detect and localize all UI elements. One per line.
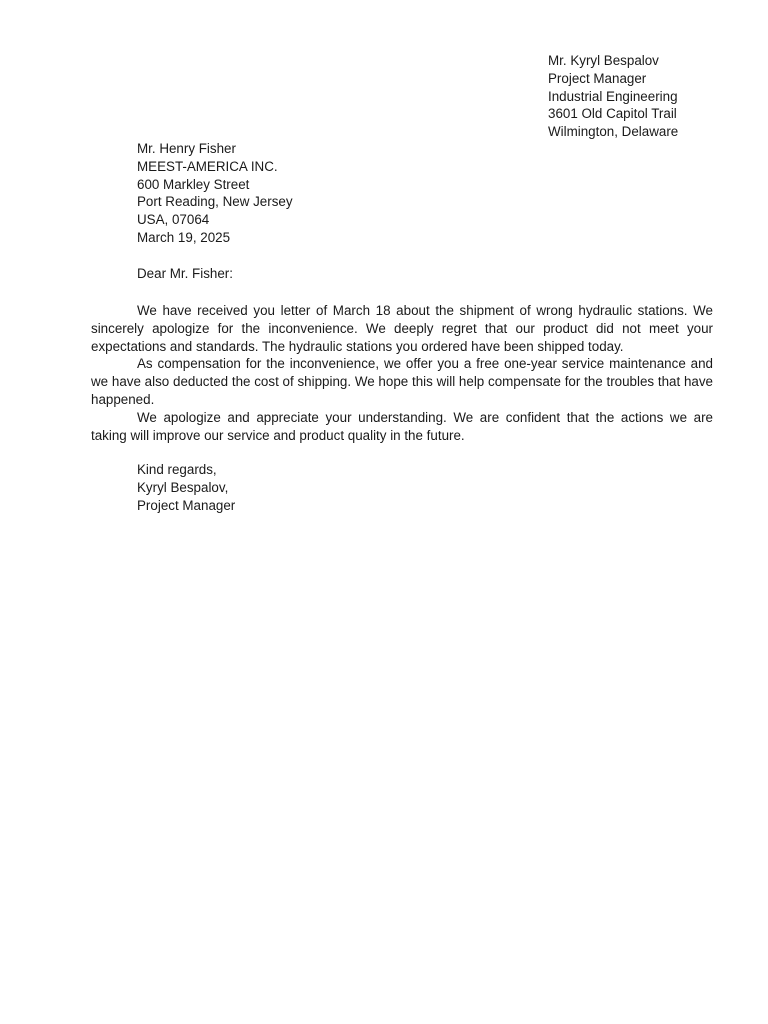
sender-address-block (548, 52, 678, 141)
closing-regards: Kind regards, (137, 462, 217, 477)
recipient-company: MEEST-AMERICA INC. (137, 158, 278, 174)
sender-company: Industrial Engineering (548, 88, 678, 104)
recipient-city: Port Reading, New Jersey (137, 194, 293, 210)
salutation (137, 265, 233, 283)
closing-block (137, 461, 235, 514)
recipient-name: Mr. Henry Fisher (137, 141, 236, 156)
closing-name: Kyryl Bespalov, (137, 479, 229, 495)
sender-name: Mr. Kyryl Bespalov (548, 53, 659, 68)
body-paragraph: We have received you letter of March 18 about the shipment of wrong hydraulic stations. We sincerely apologize for the inconvenience. We deeply regret that our product did not meet your expectations and standards. The hydraulic stations you ordered have been shipped today. (91, 303, 713, 354)
recipient-street: 600 Markley Street (137, 176, 250, 192)
closing-title: Project Manager (137, 497, 236, 513)
sender-city: Wilmington, Delaware (548, 124, 679, 140)
salutation-text: Dear Mr. Fisher: (137, 266, 233, 281)
sender-street: 3601 Old Capitol Trail (548, 106, 677, 122)
recipient-address-block (137, 140, 293, 247)
recipient-country-zip: USA, 07064 (137, 212, 210, 228)
sender-title: Project Manager (548, 70, 647, 86)
letter-date: March 19, 2025 (137, 229, 231, 245)
letter-body (91, 302, 713, 444)
body-paragraph: As compensation for the inconvenience, we offer you a free one-year service maintenance and we have also deducted the cost of shipping. We hope this will help compensate for the troubles that have happened. (91, 356, 713, 407)
body-paragraph: We apologize and appreciate your understanding. We are confident that the actions we are taking will improve our service and product quality in the future. (91, 409, 713, 443)
